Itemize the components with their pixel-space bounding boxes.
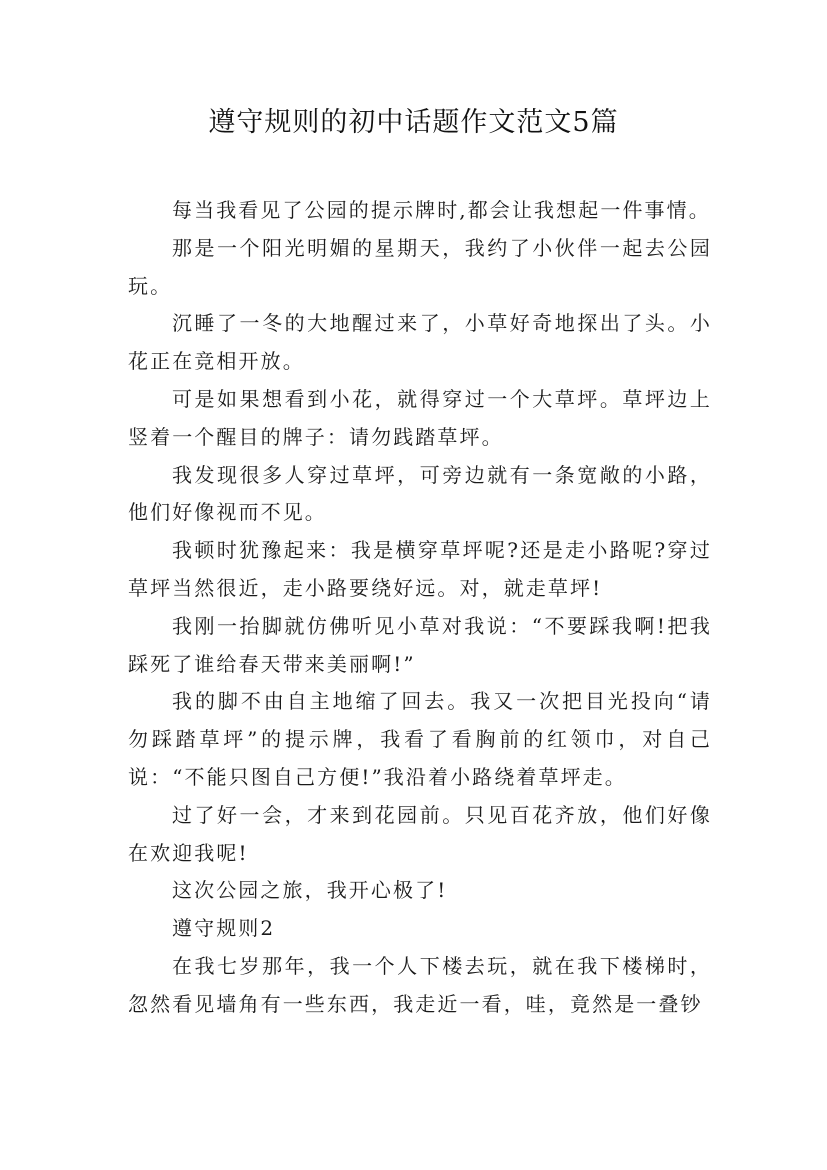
paragraph: 我的脚不由自主地缩了回去。我又一次把目光投向“请勿踩踏草坪”的提示牌，我看了看胸前的红领巾，对自己说：“不能只图自己方便!”我沿着小路绕着草坪走。 [128,689,712,789]
paragraph: 在我七岁那年，我一个人下楼去玩，就在我下楼梯时，忽然看见墙角有一些东西，我走近一看，哇，竟然是一叠钞 [128,953,712,1016]
document-body [128,192,712,1024]
paragraph: 可是如果想看到小花，就得穿过一个大草坪。草坪边上竖着一个醒目的牌子：请勿践踏草坪。 [128,386,712,449]
paragraph: 沉睡了一冬的大地醒过来了，小草好奇地探出了头。小花正在竞相开放。 [128,311,712,374]
paragraph: 每当我看见了公园的提示牌时,都会让我想起一件事情。 [172,198,711,222]
paragraph: 我刚一抬脚就仿佛听见小草对我说：“不要踩我啊!把我踩死了谁给春天带来美丽啊!” [128,613,712,676]
section-heading: 遵守规则2 [172,916,276,941]
paragraph: 这次公园之旅，我开心极了! [172,878,448,903]
paragraph: 我顿时犹豫起来：我是横穿草坪呢?还是走小路呢?穿过草坪当然很近，走小路要绕好远。对，就走草坪! [128,538,712,600]
paragraph: 过了好一会，才来到花园前。只见百花齐放，他们好像在欢迎我呢! [128,802,712,865]
paragraph: 我发现很多人穿过草坪，可旁边就有一条宽敞的小路，他们好像视而不见。 [128,462,712,525]
paragraph: 那是一个阳光明媚的星期天，我约了小伙伴一起去公园玩。 [128,235,712,298]
document-title: 遵守规则的初中话题作文范文5篇 [208,107,619,138]
